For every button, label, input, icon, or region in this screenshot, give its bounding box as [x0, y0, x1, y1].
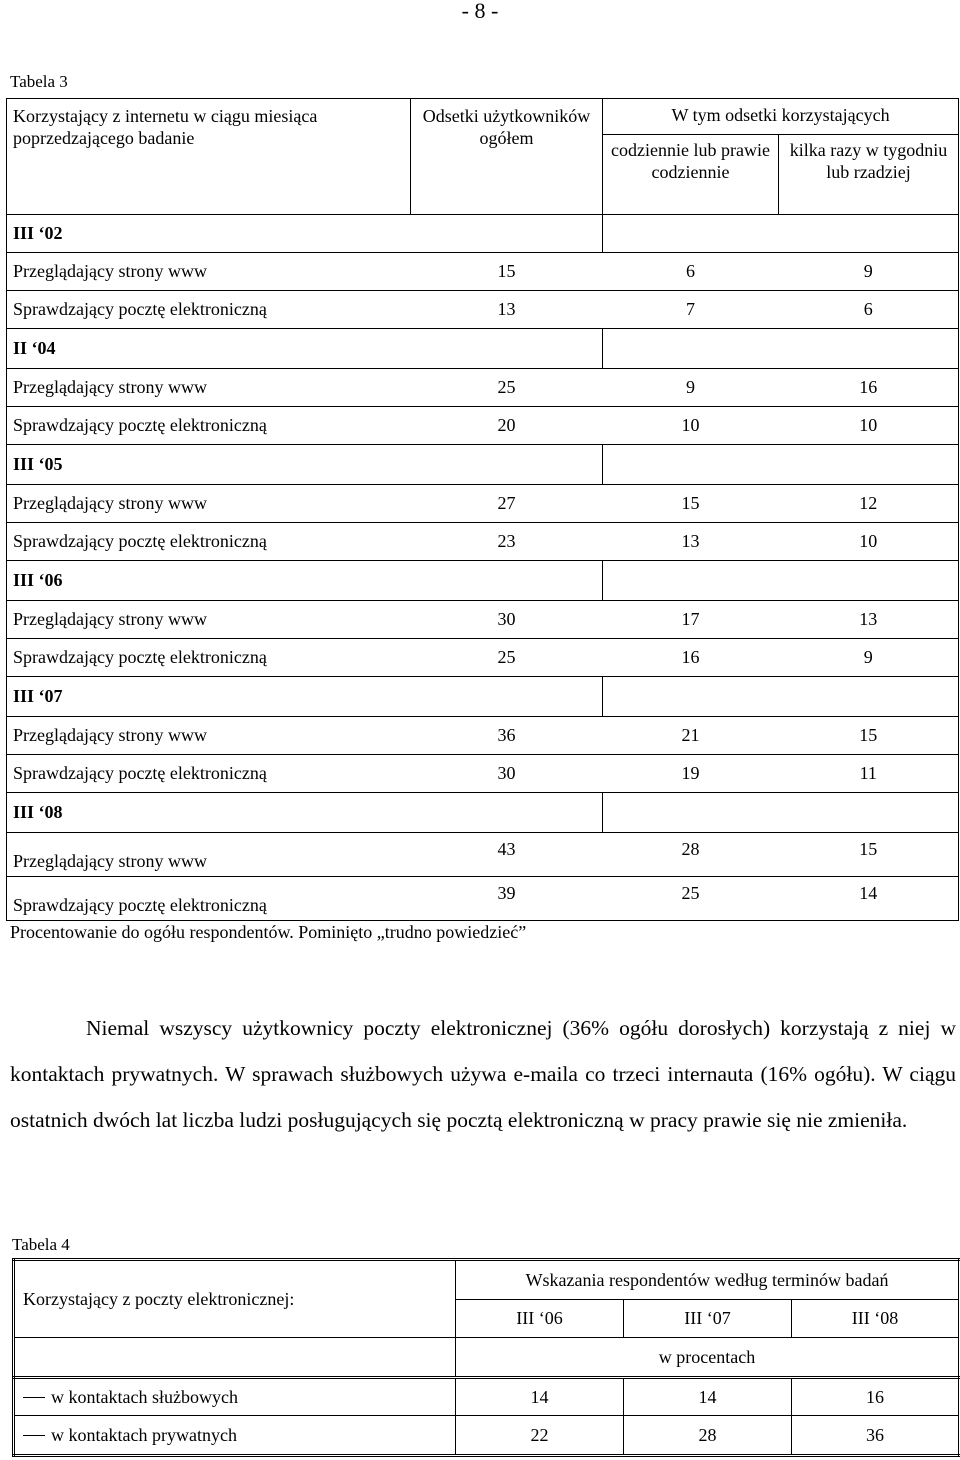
body-paragraph-text: Niemal wszyscy użytkownicy poczty elektronicznej (36% ogółu dorosłych) korzystają z niej w kontaktach prywatnych. W sprawach służbowych używa e-maila co trzeci internauta (16% ogółu). W ciągu ostatnich dwóch lat liczba ludzi posługujących się pocztą elektroniczną w pracy prawie się nie zmieniła. — [10, 1016, 956, 1132]
table-row — [7, 877, 959, 921]
cell-daily: 17 — [603, 601, 779, 639]
row-label: Przeglądający strony www — [7, 833, 411, 877]
cell-daily: 16 — [603, 639, 779, 677]
table4-header-group: Wskazania respondentów według terminów badań — [456, 1260, 960, 1300]
cell-daily: 15 — [603, 485, 779, 523]
cell-total: 30 — [411, 601, 603, 639]
cell-weekly: 15 — [779, 717, 959, 755]
group-label: II ‘04 — [7, 329, 411, 369]
table-group-row — [7, 793, 959, 833]
group-empty-cell — [603, 677, 959, 717]
table-row — [7, 755, 959, 793]
row-label: Przeglądający strony www — [7, 253, 411, 291]
row-label: w kontaktach służbowych — [51, 1386, 238, 1407]
table4-caption: Tabela 4 — [12, 1235, 70, 1254]
cell-weekly: 6 — [779, 291, 959, 329]
table4-unit: w procentach — [456, 1338, 960, 1378]
table-row — [7, 601, 959, 639]
cell-daily: 10 — [603, 407, 779, 445]
cell-weekly: 15 — [779, 833, 959, 877]
table-row — [7, 833, 959, 877]
cell-weekly: 12 — [779, 485, 959, 523]
cell-total: 27 — [411, 485, 603, 523]
group-empty-cell — [411, 561, 603, 601]
table-row — [14, 1416, 960, 1456]
cell-daily: 21 — [603, 717, 779, 755]
cell-value: 36 — [792, 1416, 960, 1456]
table-row — [7, 369, 959, 407]
cell-total: 13 — [411, 291, 603, 329]
table-group-row — [7, 215, 959, 253]
cell-value: 28 — [624, 1416, 792, 1456]
cell-weekly: 14 — [779, 877, 959, 921]
cell-total: 15 — [411, 253, 603, 291]
row-label: w kontaktach prywatnych — [51, 1424, 237, 1445]
group-label: III ‘07 — [7, 677, 411, 717]
group-empty-cell — [603, 329, 959, 369]
group-empty-cell — [411, 215, 603, 253]
group-label: III ‘05 — [7, 445, 411, 485]
group-label: III ‘06 — [7, 561, 411, 601]
cell-weekly: 13 — [779, 601, 959, 639]
body-paragraph — [10, 1005, 956, 1143]
table4-period: III ‘07 — [624, 1300, 792, 1338]
table-group-row — [7, 677, 959, 717]
table3-header-col1: Korzystający z internetu w ciągu miesiąca poprzedzającego badanie — [7, 99, 411, 215]
table-group-row — [7, 561, 959, 601]
row-label: Sprawdzający pocztę elektroniczną — [7, 755, 411, 793]
row-label: Sprawdzający pocztę elektroniczną — [7, 877, 411, 921]
cell-total: 25 — [411, 639, 603, 677]
table3 — [6, 98, 959, 921]
group-label: III ‘02 — [7, 215, 411, 253]
table-row — [7, 485, 959, 523]
row-label: Sprawdzający pocztę elektroniczną — [7, 291, 411, 329]
cell-daily: 13 — [603, 523, 779, 561]
group-empty-cell — [411, 793, 603, 833]
cell-value: 14 — [456, 1378, 624, 1416]
row-label: Przeglądający strony www — [7, 485, 411, 523]
cell-daily: 6 — [603, 253, 779, 291]
cell-total: 39 — [411, 877, 603, 921]
cell-value: 16 — [792, 1378, 960, 1416]
table-row — [7, 407, 959, 445]
cell-weekly: 9 — [779, 253, 959, 291]
table4-empty-cell — [14, 1338, 456, 1378]
cell-total: 43 — [411, 833, 603, 877]
group-label: III ‘08 — [7, 793, 411, 833]
table-row — [14, 1378, 960, 1416]
group-empty-cell — [411, 329, 603, 369]
cell-daily: 19 — [603, 755, 779, 793]
row-label: Sprawdzający pocztę elektroniczną — [7, 523, 411, 561]
row-label: Sprawdzający pocztę elektroniczną — [7, 639, 411, 677]
cell-total: 23 — [411, 523, 603, 561]
group-empty-cell — [603, 793, 959, 833]
table3-header-col3: codziennie lub prawie codziennie — [603, 135, 779, 215]
cell-daily: 25 — [603, 877, 779, 921]
cell-daily: 7 — [603, 291, 779, 329]
row-label: Przeglądający strony www — [7, 601, 411, 639]
table3-header-col2: Odsetki użytkowników ogółem — [411, 99, 603, 215]
table-row — [7, 639, 959, 677]
cell-value: 22 — [456, 1416, 624, 1456]
cell-daily: 9 — [603, 369, 779, 407]
table-row — [7, 523, 959, 561]
table3-header-col4: kilka razy w tygodniu lub rzadziej — [779, 135, 959, 215]
row-label: Przeglądający strony www — [7, 717, 411, 755]
group-empty-cell — [603, 215, 959, 253]
cell-weekly: 11 — [779, 755, 959, 793]
table-group-row — [7, 329, 959, 369]
group-empty-cell — [411, 677, 603, 717]
table3-note: Procentowanie do ogółu respondentów. Pominięto „trudno powiedzieć” — [10, 922, 527, 942]
group-empty-cell — [411, 445, 603, 485]
table4-period: III ‘06 — [456, 1300, 624, 1338]
table3-caption: Tabela 3 — [10, 72, 68, 91]
cell-weekly: 10 — [779, 523, 959, 561]
table-row — [7, 717, 959, 755]
page-number: - 8 - — [461, 0, 499, 23]
dash-bullet — [23, 1397, 45, 1398]
table-row — [7, 253, 959, 291]
table4-header-col1: Korzystający z poczty elektronicznej: — [14, 1260, 456, 1338]
cell-daily: 28 — [603, 833, 779, 877]
cell-weekly: 16 — [779, 369, 959, 407]
row-label: Sprawdzający pocztę elektroniczną — [7, 407, 411, 445]
cell-total: 36 — [411, 717, 603, 755]
cell-value: 14 — [624, 1378, 792, 1416]
cell-total: 25 — [411, 369, 603, 407]
cell-total: 20 — [411, 407, 603, 445]
group-empty-cell — [603, 561, 959, 601]
group-empty-cell — [603, 445, 959, 485]
table4-period: III ‘08 — [792, 1300, 960, 1338]
table4 — [12, 1258, 960, 1457]
cell-total: 30 — [411, 755, 603, 793]
row-label: Przeglądający strony www — [7, 369, 411, 407]
cell-weekly: 9 — [779, 639, 959, 677]
dash-bullet — [23, 1435, 45, 1436]
table-row — [7, 291, 959, 329]
table3-header-group: W tym odsetki korzystających — [603, 99, 959, 135]
table-group-row — [7, 445, 959, 485]
cell-weekly: 10 — [779, 407, 959, 445]
